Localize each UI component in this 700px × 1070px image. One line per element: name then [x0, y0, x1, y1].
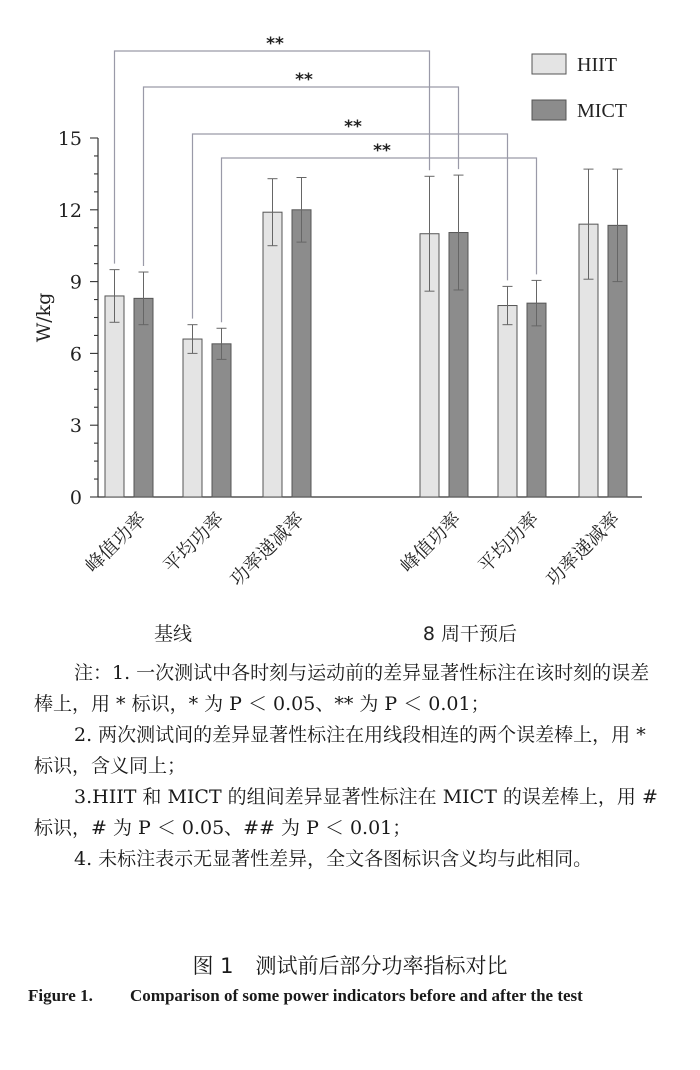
y-tick-label: 6	[69, 343, 82, 366]
note-2: 2. 两次测试间的差异显著性标注在用线段相连的两个误差棒上，用 * 标识，含义同上；	[34, 724, 646, 777]
bar-hiit	[498, 306, 517, 497]
figure-notes	[34, 658, 664, 875]
caption-chinese	[0, 950, 700, 980]
category-label: 平均功率	[474, 507, 544, 578]
category-label: 平均功率	[159, 507, 229, 578]
y-tick-label: 12	[57, 199, 82, 222]
significance-label: **	[344, 117, 362, 137]
note-3: 3.HIIT 和 MICT 的组间差异显著性标注在 MICT 的误差棒上，用 # 标识，# 为 P ＜ 0.05、## 为 P ＜ 0.01；	[34, 786, 658, 839]
bar-hiit	[183, 339, 202, 497]
significance-label: **	[373, 141, 391, 161]
legend-swatch-mict	[532, 100, 566, 120]
chart-legend	[532, 54, 627, 122]
bar-mict	[134, 298, 153, 497]
chart-bars	[105, 169, 627, 497]
y-axis-label: W/kg	[33, 292, 55, 343]
legend-label-mict: MICT	[577, 100, 627, 122]
caption-cn-text: 测试前后部分功率指标对比	[255, 954, 508, 978]
note-4: 4. 未标注表示无显著性差异，全文各图标识含义均与此相同。	[74, 848, 593, 870]
y-tick-label: 3	[69, 415, 82, 438]
bar-mict	[292, 210, 311, 497]
significance-label: **	[295, 70, 313, 90]
y-tick-label: 0	[69, 487, 82, 509]
caption-cn-label: 图 1	[192, 954, 234, 978]
category-label: 功率递减率	[225, 507, 309, 591]
caption-english	[28, 985, 678, 1006]
caption-en-label: Figure 1.	[28, 986, 93, 1005]
y-tick-label: 9	[69, 271, 82, 294]
category-label: 峰值功率	[81, 507, 151, 578]
category-label: 功率递减率	[541, 507, 625, 591]
group-label: 8 周干预后	[422, 623, 518, 645]
bar-mict	[527, 303, 546, 497]
bar-mict	[212, 344, 231, 497]
legend-label-hiit: HIIT	[577, 54, 617, 76]
bar-hiit	[263, 212, 282, 497]
significance-label: **	[266, 34, 284, 54]
note-1: 注：1. 一次测试中各时刻与运动前的差异显著性标注在该时刻的误差棒上，用 * 标识，* 为 P ＜ 0.05、** 为 P ＜ 0.01；	[34, 662, 650, 715]
y-tick-label: 15	[57, 128, 82, 150]
bar-hiit	[105, 296, 124, 497]
category-label: 峰值功率	[396, 507, 466, 578]
significance-brackets	[115, 34, 537, 322]
group-label: 基线	[153, 623, 193, 645]
caption-en-text: Comparison of some power indicators before and after the test	[130, 986, 583, 1005]
legend-swatch-hiit	[532, 54, 566, 74]
category-labels	[81, 508, 624, 645]
